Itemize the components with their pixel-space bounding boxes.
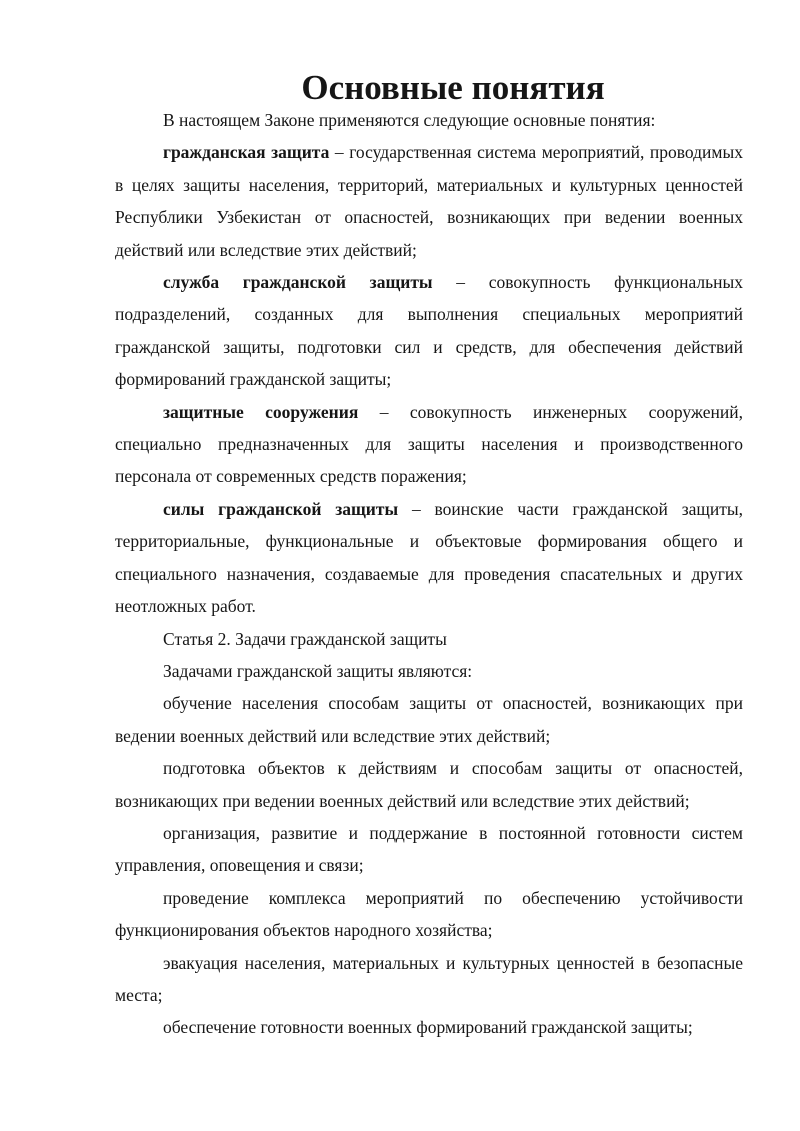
definition-paragraph <box>115 396 743 493</box>
task-item: проведение комплекса мероприятий по обеспечению устойчивости функционирования объектов народного хозяйства; <box>115 887 743 941</box>
definition-term: силы гражданской защиты <box>163 498 399 519</box>
task-item: организация, развитие и поддержание в постоянной готовности систем управления, оповещения и связи; <box>115 822 743 876</box>
intro-paragraph: В настоящем Законе применяются следующие основные понятия: <box>163 110 656 130</box>
task-item: подготовка объектов к действиям и способам защиты от опасностей, возникающих при ведении военных действий или вследствие этих действий; <box>115 758 743 811</box>
definition-term: гражданская защита <box>163 142 330 163</box>
task-item: обучение населения способам защиты от опасностей, возникающих при ведении военных действий или вследствие этих действий; <box>115 693 743 746</box>
tasks-intro: Задачами гражданской защиты являются: <box>163 660 473 681</box>
definition-term: служба гражданской защиты <box>163 272 433 293</box>
definition-term: защитные сооружения <box>163 401 359 422</box>
definition-text: – совокупность функциональных подразделений, созданных для выполнения специальных мероприятий гражданской защиты, подготовки сил и средств, для обеспечения действий формирований гражданской защиты; <box>115 272 743 390</box>
section-title: Основные понятия <box>301 68 605 107</box>
definition-text: – воинские части гражданской защиты, территориальные, функциональные и объектовые формирования общего и специального назначения, создаваемые для проведения спасательных и других неотложных работ. <box>115 498 743 617</box>
task-item: обеспечение готовности военных формирований гражданской защиты; <box>163 1017 693 1038</box>
article-heading: Статья 2. Задачи гражданской защиты <box>163 628 447 649</box>
definition-paragraph <box>115 136 743 266</box>
definition-paragraph <box>115 493 743 623</box>
document-page <box>115 68 743 1044</box>
task-item: эвакуация населения, материальных и культурных ценностей в безопасные места; <box>115 952 743 1005</box>
definition-text: – совокупность инженерных сооружений, специально предназначенных для защиты населения и производственного персонала от современных средств поражения; <box>115 401 743 487</box>
definition-text: – государственная система мероприятий, проводимых в целях защиты населения, территорий, материальных и культурных ценностей Республики Узбекистан от опасностей, возникающих при ведении военных действий или вследствие этих действий; <box>115 142 743 260</box>
definition-paragraph <box>115 266 743 396</box>
